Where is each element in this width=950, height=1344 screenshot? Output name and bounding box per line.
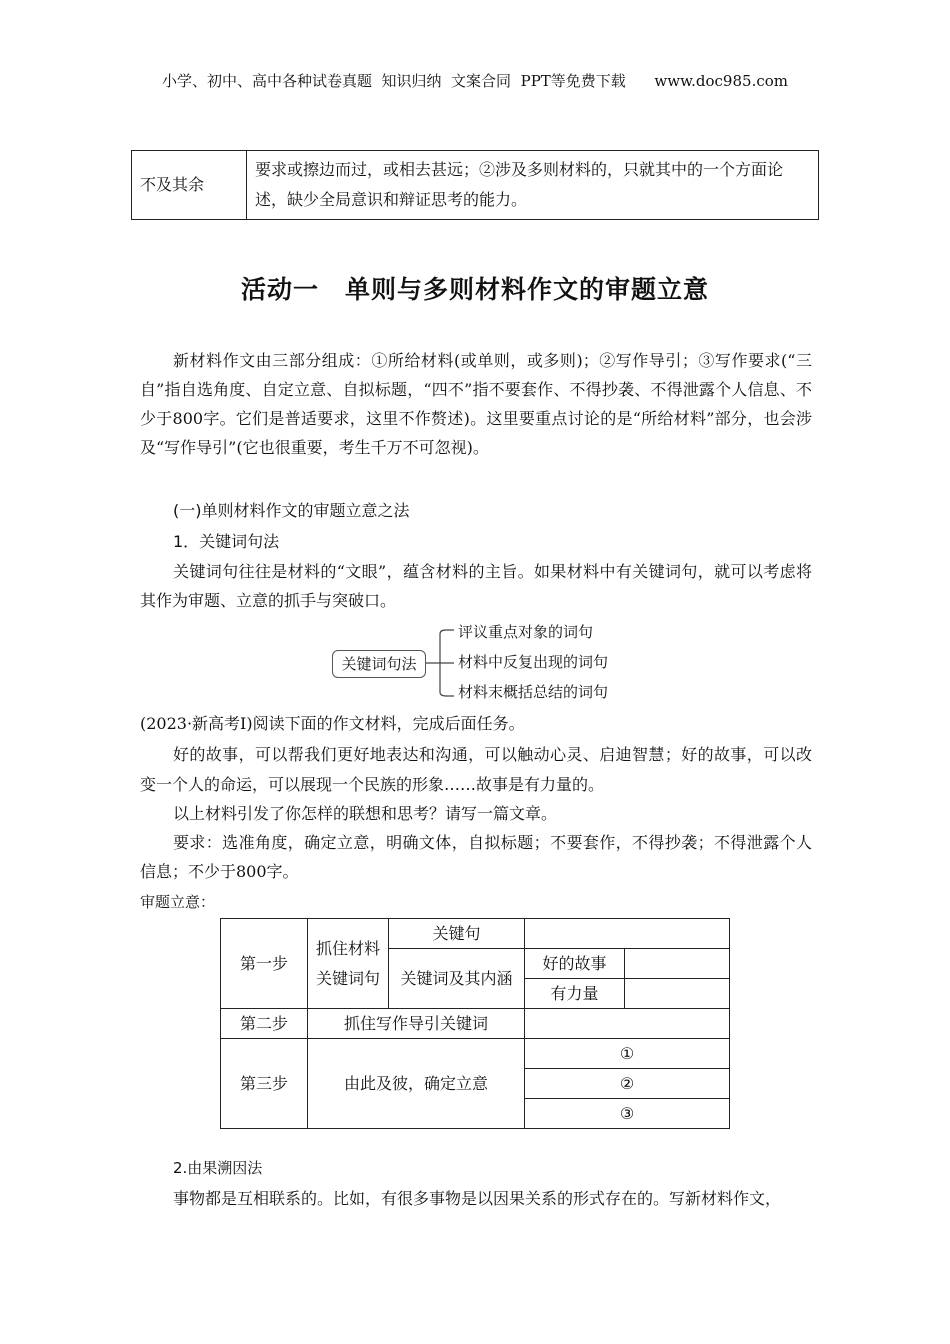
step3-desc-cell: 由此及彼，确定立意 [308,1039,525,1129]
keyword-mindmap [330,618,650,704]
step1-cell: 第一步 [221,919,308,1009]
table-row [221,919,730,949]
section-title: 活动一 单则与多则材料作文的审题立意 [240,275,709,304]
word2-cell: 有力量 [525,979,625,1009]
method1-body: 关键词句往往是材料的“文眼”，蕴含材料的主旨。如果材料中有关键词句，就可以考虑将其作为审题、立意的抓手与突破口。 [140,562,812,610]
word2-answer-cell [625,979,730,1009]
table-row [132,151,819,220]
table-row [221,1039,730,1069]
word1-answer-cell [625,949,730,979]
answer-slot-1: ① [525,1039,730,1069]
exam-requirement: 要求：选准角度，确定立意，明确文体，自拟标题；不要套作，不得抄袭；不得泄露个人信息；不少于800字。 [140,833,812,881]
exam-material: 好的故事，可以帮我们更好地表达和沟通，可以触动心灵、启迪智慧；好的故事，可以改变一个人的命运，可以展现一个民族的形象……故事是有力量的。 [140,745,812,794]
exam-source: (2023·新高考Ⅰ)阅读下面的作文材料，完成后面任务。 [140,714,525,733]
mindmap-item: 材料中反复出现的词句 [458,653,609,671]
mindmap-item: 材料末概括总结的词句 [458,683,609,701]
word1-cell: 好的故事 [525,949,625,979]
step2-desc-cell: 抓住写作导引关键词 [308,1009,525,1039]
criteria-text-cell: 要求或擦边而过，或相去甚远；②涉及多则材料的，只就其中的一个方面论述，缺少全局意识和辩证思考的能力。 [247,151,819,220]
intro-paragraph: 新材料作文由三部分组成：①所给材料(或单则，或多则)；②写作导引；③写作要求(“三自”指自选角度、自定立意、自拟标题，“四不”指不要套作、不得抄袭、不得泄露个人信息、不少于800字。它们是普适要求，这里不作赘述)。这里要重点讨论的是“所给材料”部分，也会涉及“写作导引”(它也很重要，考生千万不可忽视)。 [140,351,812,457]
step2-cell: 第二步 [221,1009,308,1039]
method1-heading: 1．关键词句法 [173,532,280,551]
key-sentence-answer-cell [525,919,730,949]
step3-cell: 第三步 [221,1039,308,1129]
method2-body: 事物都是互相联系的。比如，有很多事物是以因果关系的形式存在的。写新材料作文， [173,1189,782,1208]
step1-desc-cell: 抓住材料关键词句 [308,919,389,1009]
analysis-label: 审题立意： [140,893,216,911]
page-header: 小学、初中、高中各种试卷真题 知识归纳 文案合同 PPT等免费下载 www.doc985.com [161,72,788,90]
key-sentence-cell: 关键句 [389,919,525,949]
table-row [221,1009,730,1039]
key-words-cell: 关键词及其内涵 [389,949,525,1009]
answer-slot-3: ③ [525,1099,730,1129]
exam-prompt: 以上材料引发了你怎样的联想和思考？请写一篇文章。 [173,804,558,823]
criteria-table [131,150,819,220]
mindmap-center: 关键词句法 [332,650,426,678]
mindmap-item: 评议重点对象的词句 [458,623,594,641]
criteria-label-cell: 不及其余 [132,151,247,220]
method2-heading: 2.由果溯因法 [173,1159,263,1177]
analysis-steps-table [220,918,730,1129]
step2-answer-cell [525,1009,730,1039]
answer-slot-2: ② [525,1069,730,1099]
sub-heading: (一)单则材料作文的审题立意之法 [173,501,410,520]
